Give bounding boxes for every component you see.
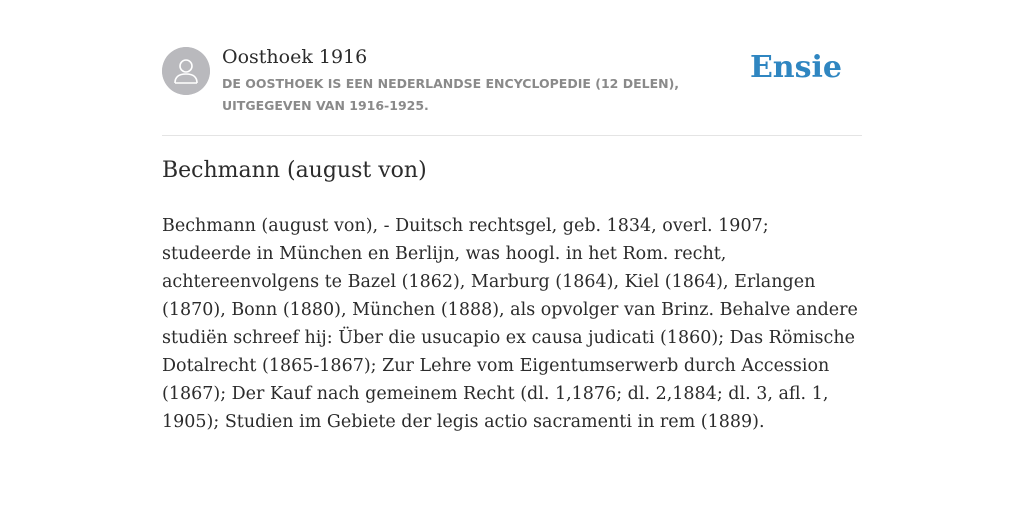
article-body: Bechmann (august von), - Duitsch rechtsgel, geb. 1834, overl. 1907; studeerde in München en Berlijn, was hoogl. in het Rom. recht, achtereenvolgens te Bazel (1862), Marburg (1864), Kiel (1864), Erlangen (1870), Bonn (1880), München (1888), als opvolger van Brinz. Behalve andere studiën schreef hij: Über die usucapio ex causa judicati (1860); Das Römische Dotalrecht (1865-1867); Zur Lehre vom Eigentumserwerb durch Accession (1867); Der Kauf nach gemeinem Recht (dl. 1,1876; dl. 2,1884; dl. 3, afl. 1, 1905); Studien im Gebiete der legis actio sacramenti in rem (1889). bbox=[162, 216, 858, 432]
header-divider bbox=[162, 135, 862, 136]
ensie-logo[interactable]: Ensie bbox=[749, 50, 842, 85]
article-title: Bechmann (august von) bbox=[162, 158, 427, 183]
user-avatar-icon bbox=[162, 47, 210, 95]
source-description: DE OOSTHOEK IS EEN NEDERLANDSE ENCYCLOPEDIE (12 DELEN), UITGEGEVEN VAN 1916-1925. bbox=[222, 76, 680, 113]
source-header bbox=[162, 44, 862, 124]
source-name[interactable]: Oosthoek 1916 bbox=[222, 46, 368, 68]
